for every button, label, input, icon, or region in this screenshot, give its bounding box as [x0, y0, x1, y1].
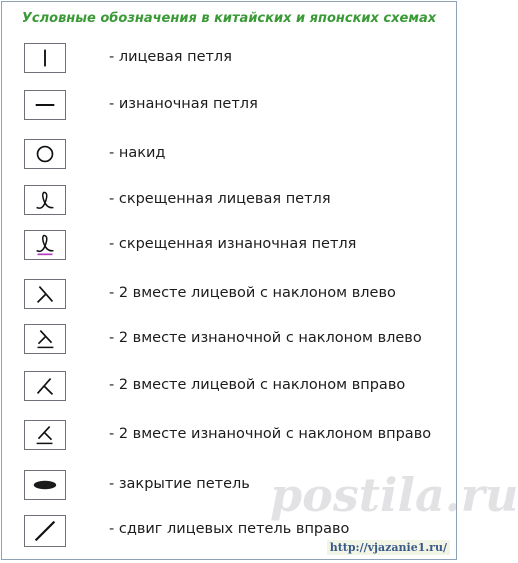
- legend-item-twisted-purl: [24, 230, 454, 264]
- vertical-bar-icon: [24, 43, 66, 73]
- lean-right-icon: [24, 371, 66, 401]
- legend-item-label: - скрещенная изнаночная петля: [109, 236, 357, 252]
- legend-title: Условные обозначения в китайских и японских схемах: [21, 11, 437, 26]
- lean-left-underlined-icon: [24, 324, 66, 354]
- legend-item-label: - закрытие петель: [109, 476, 250, 492]
- filled-oval-icon: [24, 470, 66, 500]
- legend-item-twisted-knit: [24, 185, 454, 219]
- legend-item-label: - лицевая петля: [109, 49, 232, 65]
- legend-item-bind-off: [24, 470, 454, 504]
- legend-item-p2tog-left: [24, 324, 454, 358]
- horizontal-bar-icon: [24, 90, 66, 120]
- watermark-url: http://vjazanie1.ru/: [327, 540, 450, 555]
- legend-item-yarn-over: [24, 139, 454, 173]
- twisted-loop-icon: [24, 185, 66, 215]
- circle-icon: [24, 139, 66, 169]
- diagonal-slash-icon: [24, 515, 66, 547]
- legend-item-k2tog-right: [24, 371, 454, 405]
- lean-left-icon: [24, 279, 66, 309]
- legend-item-p2tog-right: [24, 420, 454, 454]
- legend-frame: [1, 1, 518, 560]
- legend-item-label: - 2 вместе лицевой с наклоном влево: [109, 285, 396, 301]
- lean-right-underlined-icon: [24, 420, 66, 450]
- legend-item-label: - 2 вместе изнаночной с наклоном влево: [109, 330, 422, 346]
- twisted-loop-underlined-icon: [24, 230, 66, 260]
- legend-item-label: - скрещенная лицевая петля: [109, 191, 331, 207]
- legend-item-purl: [24, 90, 454, 124]
- legend-item-knit: [24, 43, 454, 77]
- legend-item-k2tog-left: [24, 279, 454, 313]
- legend-item-label: - накид: [109, 145, 166, 161]
- legend-item-label: - сдвиг лицевых петель вправо: [109, 521, 350, 537]
- watermark-logo: postila.ru: [270, 468, 518, 522]
- legend-item-label: - изнаночная петля: [109, 96, 258, 112]
- legend-item-label: - 2 вместе лицевой с наклоном вправо: [109, 377, 406, 393]
- legend-item-label: - 2 вместе изнаночной с наклоном вправо: [109, 426, 432, 442]
